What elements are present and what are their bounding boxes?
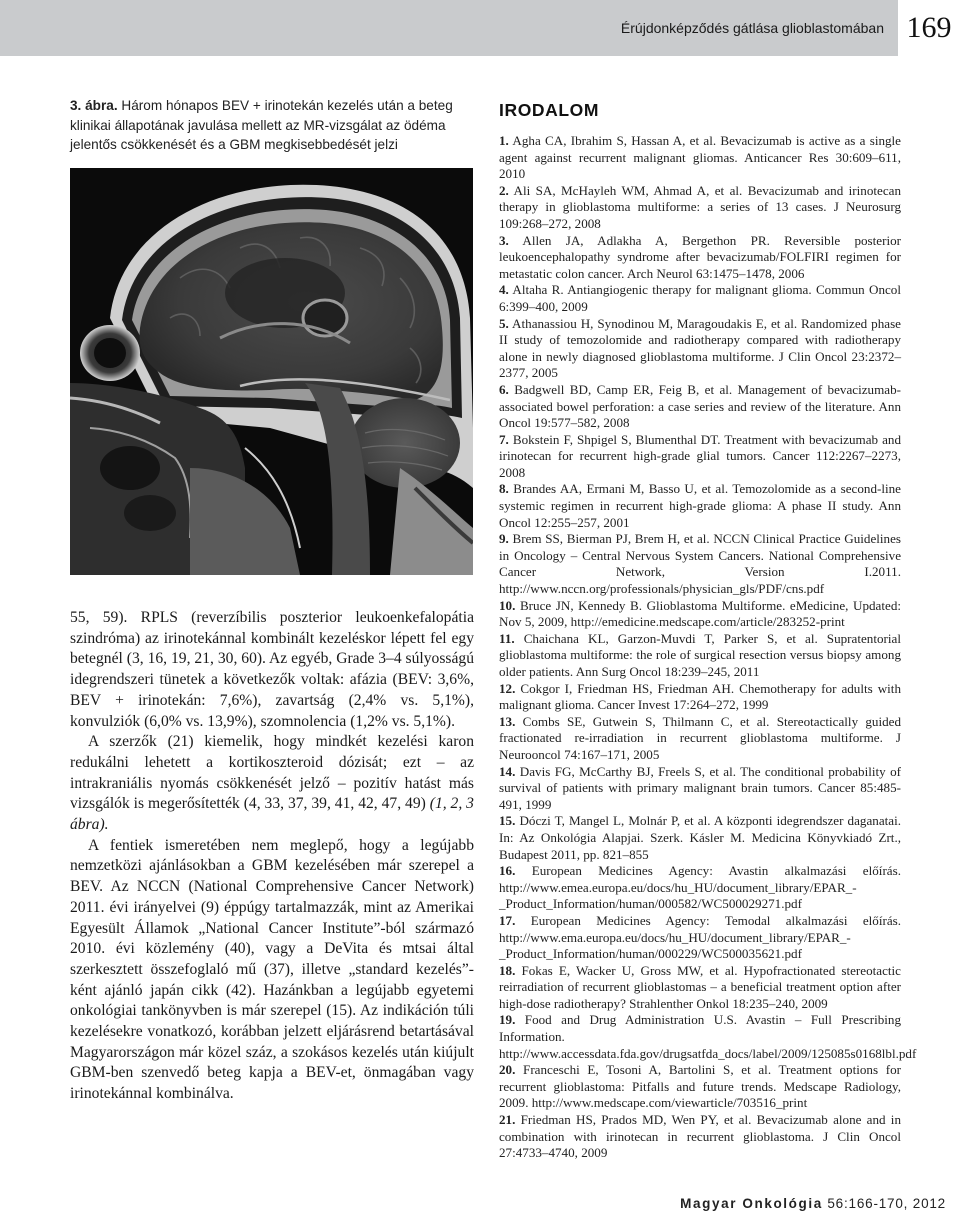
reference-item: 19. Food and Drug Administration U.S. Avastin – Full Prescribing Information. http://www.accessdata.fda.gov/drugsatfda_docs/label/2009/125085s0168lbl.pdf (499, 1012, 917, 1061)
reference-item: 8. Brandes AA, Ermani M, Basso U, et al. Temozolomide as a second-line systemic regimen in recurrent high-grade glioma: A phase II study. Ann Oncol 12:255–257, 2001 (499, 481, 901, 530)
figure-caption-block (70, 96, 473, 155)
journal-citation: 56:166-170, 2012 (822, 1196, 946, 1211)
paragraph-3: A fentiek ismeretében nem meglepő, hogy a legújabb nemzetközi ajánlásokban a GBM kezelésében már szerepel a BEV. Az NCCN (National Comprehensive Cancer Network) 2011. évi irányelvei (9) éppúgy tartalmazzák, mint az Amerikai Egyesült Államok „National Cancer Institute”-ból származó 2010. évi közlemény (40), vagy a DeVita és mtsai által szerkesztett összefoglaló mű (37), illetve „standard kezelés”-ként ajánló japán cikk (42). Hazánkban a legújabb egyetemi onkológiai tankönyvben is már szerepel (15). Az indikáción túli kezelésekre vonatkozó, korábban jelzett eljárásrend betartásával Magyarországon már közel száz, a szokásos kezelés után kiújult GBM-ben szenvedő beteg kapja a BEV-et, önmagában vagy irinotekánnal kombinálva. (70, 836, 474, 1103)
mri-sagittal-brain-illustration (70, 168, 473, 575)
paragraph-2 (70, 732, 474, 836)
references-heading: IRODALOM (499, 100, 600, 120)
mri-scan-image (70, 168, 473, 575)
figure-caption-text: Három hónapos BEV + irinotekán kezelés után a beteg klinikai állapotának javulása mellett az MR-vizsgálat az ödéma jelentős csökkenését és a GBM megkisebbedését jelzi (70, 98, 453, 152)
reference-item: 7. Bokstein F, Shpigel S, Blumenthal DT. Treatment with bevacizumab and irinotecan for recurrent high-grade glial tumors. Cancer 112:2267–2273, 2008 (499, 431, 902, 480)
reference-item: 11. Chaichana KL, Garzon-Muvdi T, Parker S, et al. Supratentorial glioblastoma multiforme: the role of surgical resection versus biopsy among older patients. Ann Surg Oncol 18:239–245, 2011 (499, 630, 901, 679)
running-header (0, 0, 898, 56)
reference-item: 16. European Medicines Agency: Avastin alkalmazási előírás. http://www.emea.europa.eu/docs/hu_HU/document_library/EPAR_-_Product_Information/human/000582/WC500029271.pdf (499, 863, 901, 912)
paragraph-2-figure-ref: (1, 2, 3 ábra). (70, 795, 474, 834)
journal-footer (680, 1196, 946, 1211)
reference-item: 9. Brem SS, Bierman PJ, Brem H, et al. NCCN Clinical Practice Guidelines in Oncology – Central Nervous System Cancers. National Comprehensive Cancer Network, Version I.2011. http://www.nccn.org/professionals/physician_gls/PDF/cns.pdf (499, 531, 901, 597)
reference-item: 6. Badgwell BD, Camp ER, Feig B, et al. Management of bevacizumab-associated bowel perforation: a case series and review of the literature. Ann Oncol 19:577–582, 2008 (499, 381, 901, 431)
page-number: 169 (906, 11, 952, 44)
reference-item: 5. Athanassiou H, Synodinou M, Maragoudakis E, et al. Randomized phase II study of temozolomide and radiotherapy compared with radiotherapy alone in newly diagnosed glioblastoma multiforme. J Clin Oncol 23:2372–2377, 2005 (499, 315, 901, 381)
reference-item: 2. Ali SA, McHayleh WM, Ahmad A, et al. Bevacizumab and irinotecan therapy in glioblastoma multiforme: a series of 13 cases. J Neurosurg 109:268–272, 2008 (499, 182, 901, 231)
paragraph-2-text: A szerzők (21) kiemelik, hogy mindkét kezelési karon redukálni lehetett a kortikoszteroid dózisát; ezt – az intrakraniális nyomás csökkenését jelző – pozitív hatást más vizsgálók is megerősítették (4, 33, 37, 39, 41, 42, 47, 49) (70, 733, 474, 813)
references-section (499, 100, 917, 1162)
paragraph-1: 55, 59). RPLS (reverzíbilis poszterior leukoenkefalopátia szindróma) az irinotekánnal kombinált kezeléskor lépett fel egy betegnél (3, 16, 19, 21, 30, 60). Az egyéb, Grade 3–4 súlyosságú idegrendszeri tünetek a következők voltak: afázia (BEV: 3,6%, BEV + irinotekán: 7,6%), zavartság (2,4% vs. 5,1%), konvulziók (6,0% vs. 13,9%), szomnolencia (1,2% vs. 5,1%). (70, 609, 474, 730)
reference-item: 21. Friedman HS, Prados MD, Wen PY, et al. Bevacizumab alone and in combination with irinotecan in recurrent glioblastoma. J Clin Oncol 27:4733–4740, 2009 (499, 1112, 901, 1161)
reference-item: 15. Dóczi T, Mangel L, Molnár P, et al. A központi idegrendszer daganatai. In: Az Onkológia Alapjai. Szerk. Kásler M. Medicina Könyvkiadó Zrt., Budapest 2011, pp. 821–855 (499, 813, 901, 862)
reference-item: 14. Davis FG, McCarthy BJ, Freels S, et al. The conditional probability of survival of patients with primary malignant brain tumors. Cancer 85:485-491, 1999 (499, 763, 901, 812)
reference-item: 10. Bruce JN, Kennedy B. Glioblastoma Multiforme. eMedicine, Updated: Nov 5, 2009, http://emedicine.medscape.com/article/283252-print (499, 597, 901, 630)
journal-name: Magyar Onkológia (680, 1196, 823, 1211)
running-title: Érújdonképződés gátlása glioblastomában (620, 20, 884, 36)
reference-item: 18. Fokas E, Wacker U, Gross MW, et al. Hypofractionated stereotactic reirradiation of recurrent glioblastomas – a beneficial treatment option after high-dose radiotherapy? Strahlenther Onkol 18:235–240, 2009 (499, 962, 901, 1011)
reference-item: 1. Agha CA, Ibrahim S, Hassan A, et al. Bevacizumab is active as a single agent against recurrent malignant gliomas. Anticancer Res 30:609–611, 2010 (499, 133, 901, 182)
reference-item: 3. Allen JA, Adlakha A, Bergethon PR. Reversible posterior leukoencephalopathy syndrome after bevacizumab/FOLFIRI regimen for metastatic colon cancer. Arch Neurol 63:1475–1478, 2006 (499, 232, 901, 281)
figure-caption (70, 96, 473, 155)
reference-item: 20. Franceschi E, Tosoni A, Bartolini S, et al. Treatment options for recurrent glioblastoma: Pitfalls and future trends. Medscape Radiology, 2009. http://www.medscape.com/viewarticle/703516_print (499, 1062, 901, 1111)
reference-item: 17. European Medicines Agency: Temodal alkalmazási előírás. http://www.ema.europa.eu/docs/hu_HU/document_library/EPAR_-_Product_Information/human/000229/WC500035621.pdf (499, 912, 901, 962)
reference-list (499, 133, 917, 1162)
figure-label: 3. ábra. (70, 98, 118, 113)
body-text (70, 608, 474, 1105)
reference-item: 4. Altaha R. Antiangiogenic therapy for malignant glioma. Commun Oncol 6:399–400, 2009 (499, 282, 901, 314)
reference-item: 13. Combs SE, Gutwein S, Thilmann C, et al. Stereotactically guided fractionated re-irradiation in recurrent glioblastoma multiforme. J Neurooncol 74:167–171, 2005 (499, 713, 901, 762)
reference-item: 12. Cokgor I, Friedman HS, Friedman AH. Chemotherapy for adults with malignant glioma. Cancer Invest 17:264–272, 1999 (499, 680, 901, 713)
